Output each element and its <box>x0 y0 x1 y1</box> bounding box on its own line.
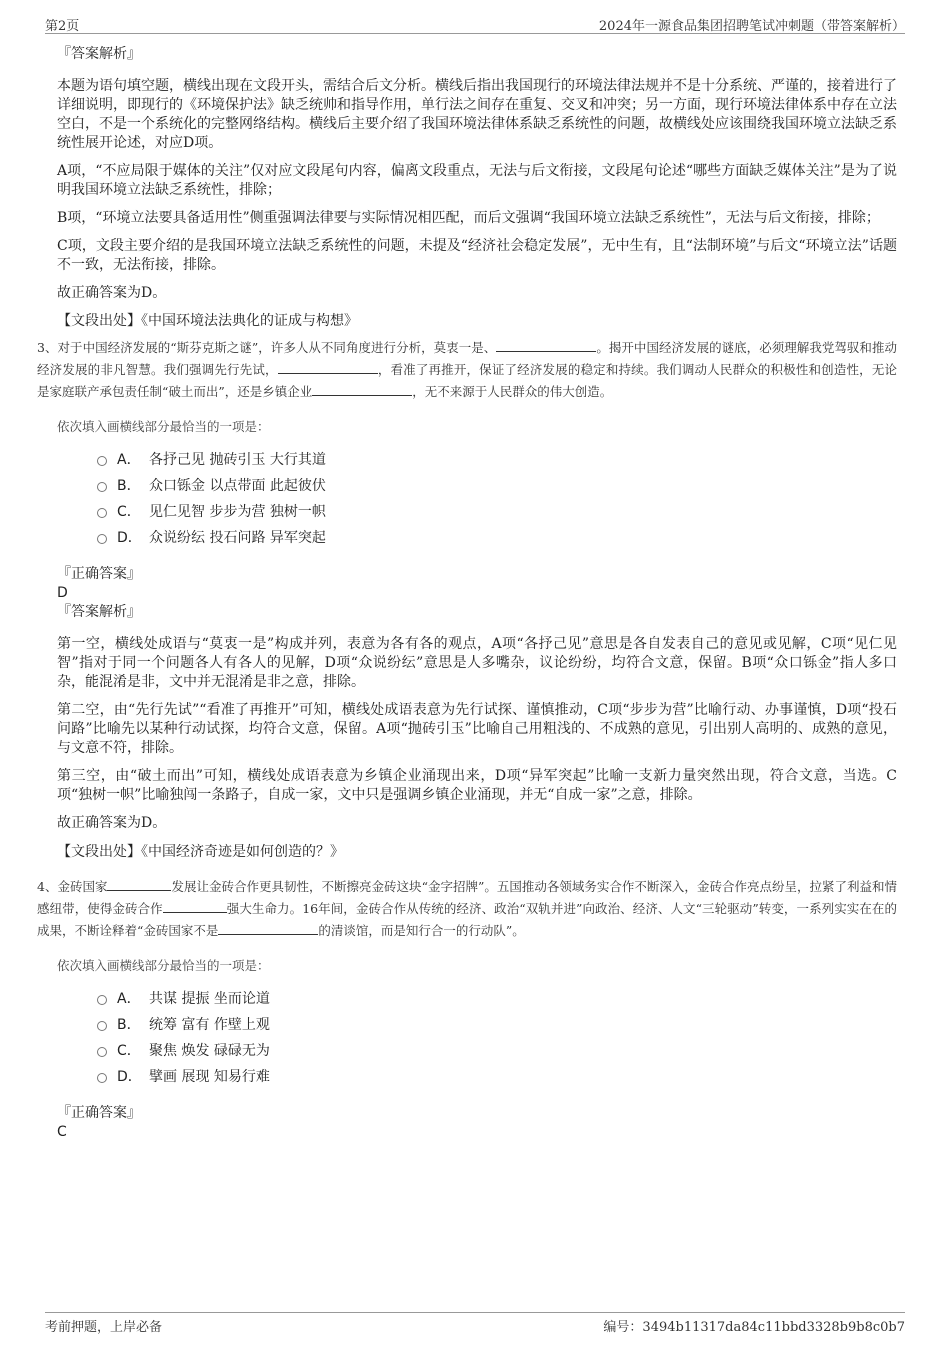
radio-icon[interactable] <box>97 482 107 492</box>
answer-blank <box>278 360 378 374</box>
answer-blank <box>218 921 318 935</box>
radio-icon[interactable] <box>97 534 107 544</box>
analysis-paragraph: 第三空，由“破土而出”可知，横线处成语表意为乡镇企业涌现出来，D项“异军突起”比喻一支新力量突然出现，符合文意，当选。C项“独树一帜”比喻独闯一条路子，自成一家，文中只是强调乡镇企业涌现，并无“自成一家”之意，排除。 <box>57 768 897 803</box>
option-a[interactable]: A． 共谋 提振 坐而论道 <box>97 990 897 1016</box>
option-b[interactable]: B． 众口铄金 以点带面 此起彼伏 <box>97 477 897 503</box>
analysis-conclusion: 故正确答案为D。 <box>57 815 167 831</box>
document-code: 编号：3494b11317da84c11bbd3328b9b8c0b7 <box>603 1320 905 1335</box>
text-source: 【文段出处】《中国经济奇迹是如何创造的？》 <box>57 844 344 860</box>
answer-blank <box>312 382 412 396</box>
page-number: 第2页 <box>45 19 80 34</box>
analysis-paragraph: 本题为语句填空题，横线出现在文段开头，需结合后文分析。横线后指出我国现行的环境法律法规并不是十分系统、严谨的，接着进行了详细说明，即现行的《环境保护法》缺乏统帅和指导作用，单行法之间存在重复、交叉和冲突；另一方面，现行环境法律体系中存在立法空白，不是一个系统化的完整网络结构。横线后主要介绍了我国环境法律体系缺乏系统性的问题，故横线处应该围绕我国环境立法缺乏系统性展开论述，对应D项。 <box>57 78 897 151</box>
option-d[interactable]: D． 众说纷纭 投石问路 异军突起 <box>97 529 897 555</box>
option-a[interactable]: A． 各抒己见 抛砖引玉 大行其道 <box>97 451 897 477</box>
analysis-paragraph: B项，“环境立法要具备适用性”侧重强调法律要与实际情况相匹配，而后文强调“我国环境立法缺乏系统性”，无法与后文衔接，排除； <box>57 210 880 226</box>
radio-icon[interactable] <box>97 1047 107 1057</box>
correct-answer: C <box>57 1124 67 1140</box>
page-header <box>45 13 905 34</box>
analysis-label: 『答案解析』 <box>57 46 141 62</box>
content <box>37 45 897 1142</box>
question-instruction: 依次填入画横线部分最恰当的一项是： <box>57 419 270 434</box>
option-c[interactable]: C． 聚焦 焕发 碌碌无为 <box>97 1042 897 1068</box>
footer-slogan: 考前押题，上岸必备 <box>45 1320 163 1335</box>
answer-blank <box>107 877 171 891</box>
radio-icon[interactable] <box>97 508 107 518</box>
text-source: 【文段出处】《中国环境法法典化的证成与构想》 <box>57 313 358 329</box>
analysis-paragraph: 第二空，由“先行先试”“看准了再推开”可知，横线处成语表意为先行试探、谨慎推动，C项“步步为营”比喻行动、办事谨慎，D项“投石问路”比喻先以某种行动试探，均符合文意，保留。A项“抛砖引玉”比喻自己用粗浅的、不成熟的意见，引出别人高明的、成熟的意见，与文意不符，排除。 <box>57 702 897 756</box>
question-4-stem: 4、金砖国家 发展让金砖合作更具韧性，不断擦亮金砖这块“金字招牌”。五国推动各领域务实合作不断深入，金砖合作亮点纷呈，拉紧了利益和情感纽带，使得金砖合作 强大生命力。16年间，金砖合作从传统的经济、政治“双轨并进”向政治、经济、人文“三轮驱动”转变，一系列实实在在的成果，不断诠释着“金砖国家不是 的清谈馆，而是知行合一的行动队”。 <box>37 879 897 938</box>
page-footer <box>45 1312 905 1333</box>
analysis-paragraph: 第一空，横线处成语与“莫衷一是”构成并列，表意为各有各的观点，A项“各抒己见”意思是各自发表自己的意见或见解，C项“见仁见智”指对于同一个问题各人有各人的见解，D项“众说纷纭”意思是人多嘴杂，议论纷纷，均符合文意，保留。B项“众口铄金”指人多口杂，能混淆是非，文中并无混淆是非之意，排除。 <box>57 636 897 690</box>
question-instruction: 依次填入画横线部分最恰当的一项是： <box>57 958 270 973</box>
answer-blank <box>163 899 227 913</box>
analysis-conclusion: 故正确答案为D。 <box>57 285 167 301</box>
correct-answer-label: 『正确答案』 <box>57 1105 141 1121</box>
question-4-options <box>97 990 897 1094</box>
radio-icon[interactable] <box>97 456 107 466</box>
option-d[interactable]: D． 擘画 展现 知易行难 <box>97 1068 897 1094</box>
radio-icon[interactable] <box>97 1021 107 1031</box>
document-title: 2024年一源食品集团招聘笔试冲刺题（带答案解析） <box>598 19 905 34</box>
option-c[interactable]: C． 见仁见智 步步为营 独树一帜 <box>97 503 897 529</box>
question-3-stem: 3、对于中国经济发展的“斯芬克斯之谜”，许多人从不同角度进行分析，莫衷一是、 。揭开中国经济发展的谜底，必须理解我党驾驭和推动经济发展的非凡智慧。我们强调先行先试， ，看准了再推开，保证了经济发展的稳定和持续。我们调动人民群众的积极性和创造性，无论是家庭联产承包责任制“破土而出”，还是乡镇企业 ，无不来源于人民群众的伟大创造。 <box>37 340 897 399</box>
radio-icon[interactable] <box>97 995 107 1005</box>
correct-answer: D <box>57 585 68 601</box>
analysis-paragraph: C项，文段主要介绍的是我国环境立法缺乏系统性的问题，未提及“经济社会稳定发展”，无中生有，且“法制环境”与后文“环境立法”话题不一致，无法衔接，排除。 <box>57 238 897 273</box>
correct-answer-label: 『正确答案』 <box>57 566 141 582</box>
answer-blank <box>496 338 596 352</box>
option-b[interactable]: B． 统筹 富有 作壁上观 <box>97 1016 897 1042</box>
question-3-options <box>97 451 897 555</box>
analysis-label: 『答案解析』 <box>57 604 141 620</box>
radio-icon[interactable] <box>97 1073 107 1083</box>
analysis-paragraph: A项，“不应局限于媒体的关注”仅对应文段尾句内容，偏离文段重点，无法与后文衔接，文段尾句论述“哪些方面缺乏媒体关注”是为了说明我国环境立法缺乏系统性，排除； <box>57 163 897 198</box>
